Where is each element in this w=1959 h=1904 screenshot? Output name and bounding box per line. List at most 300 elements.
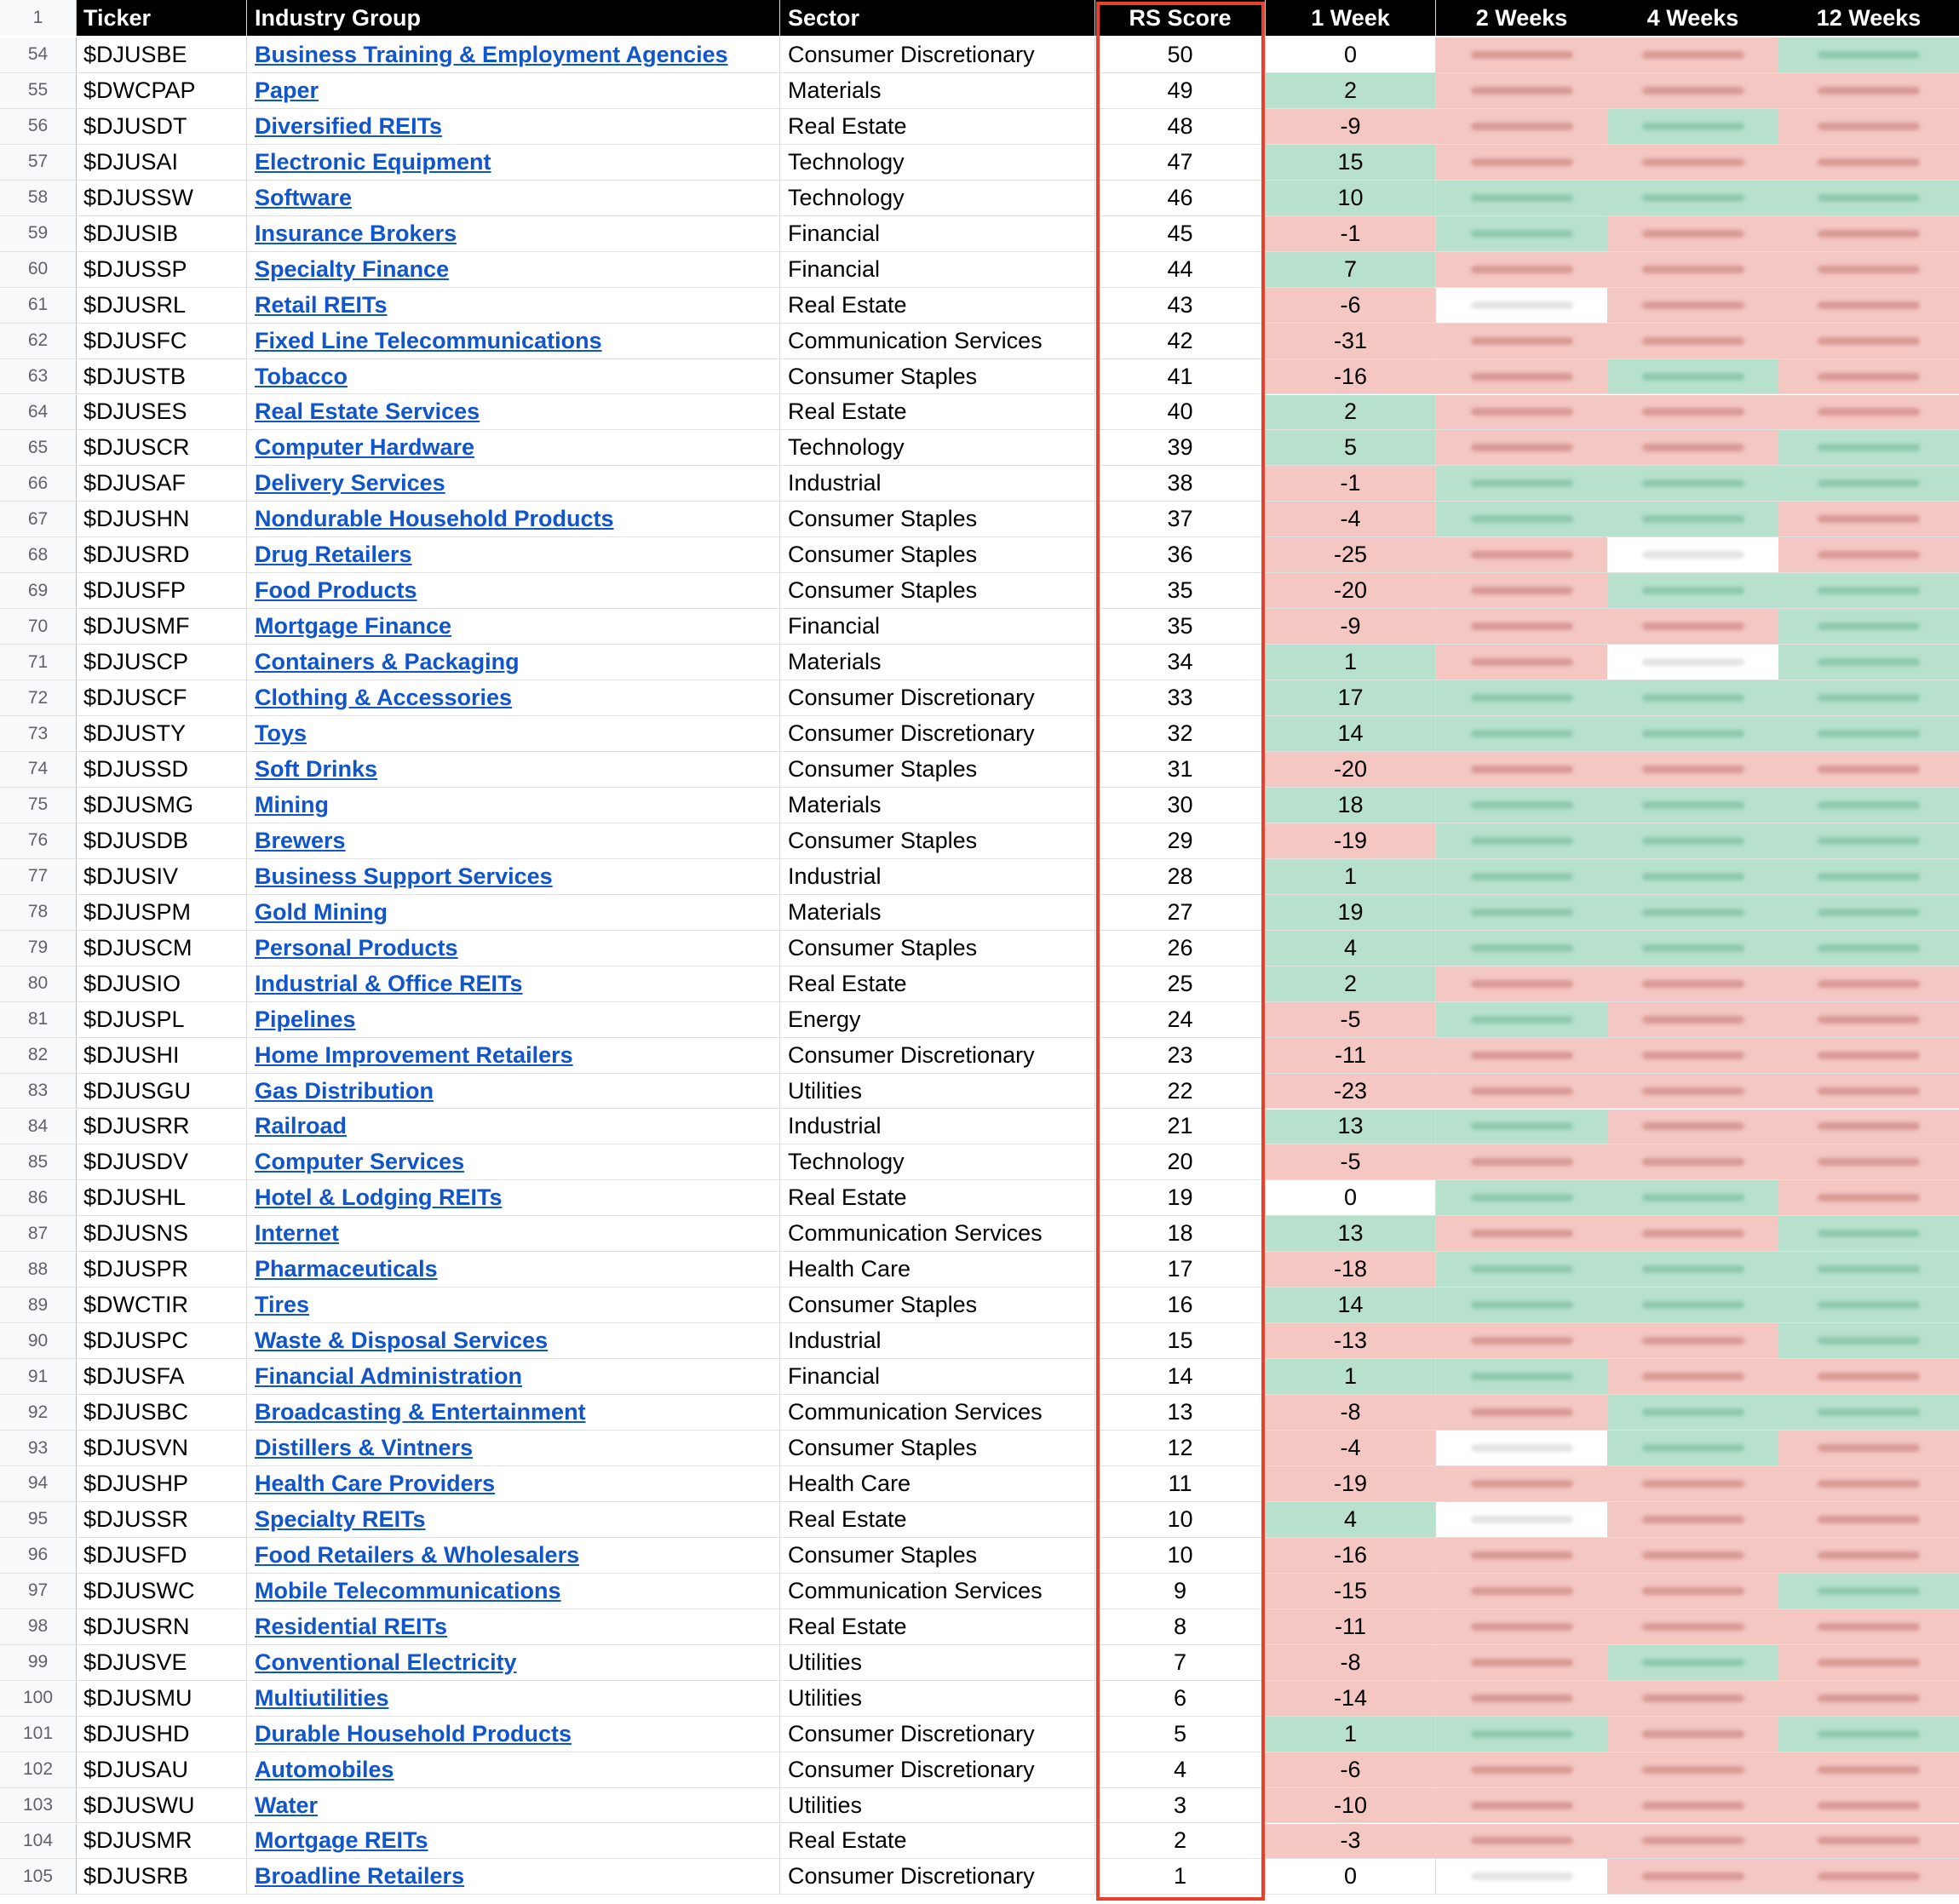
week4-change-cell[interactable] <box>1607 1180 1778 1215</box>
industry-group-link[interactable]: Multiutilities <box>255 1684 389 1711</box>
ticker-cell[interactable]: $DJUSMG <box>77 788 247 823</box>
week2-change-cell[interactable] <box>1436 502 1607 536</box>
week1-change-cell[interactable]: 2 <box>1266 73 1436 108</box>
week12-change-cell[interactable] <box>1778 573 1959 608</box>
industry-group-cell[interactable] <box>247 1287 780 1322</box>
rs-score-cell[interactable]: 40 <box>1095 395 1266 430</box>
sector-cell[interactable]: Technology <box>780 145 1095 180</box>
week12-change-cell[interactable] <box>1778 1287 1959 1322</box>
week12-change-cell[interactable] <box>1778 859 1959 894</box>
sector-cell[interactable]: Consumer Staples <box>780 1287 1095 1322</box>
industry-group-link[interactable]: Software <box>255 184 353 210</box>
column-header-4-weeks[interactable]: 4 Weeks <box>1607 0 1778 36</box>
rs-score-cell[interactable]: 10 <box>1095 1538 1266 1573</box>
industry-group-link[interactable]: Tobacco <box>255 363 348 389</box>
week4-change-cell[interactable] <box>1607 752 1778 787</box>
row-number[interactable]: 101 <box>0 1717 77 1752</box>
industry-group-link[interactable]: Tires <box>255 1292 310 1318</box>
ticker-cell[interactable]: $DJUSSW <box>77 181 247 215</box>
rs-score-cell[interactable]: 19 <box>1095 1180 1266 1215</box>
week4-change-cell[interactable] <box>1607 1252 1778 1287</box>
week4-change-cell[interactable] <box>1607 1359 1778 1394</box>
rs-score-cell[interactable]: 43 <box>1095 288 1266 323</box>
industry-group-link[interactable]: Specialty Finance <box>255 255 450 282</box>
week2-change-cell[interactable] <box>1436 645 1607 680</box>
week12-change-cell[interactable] <box>1778 1717 1959 1752</box>
week1-change-cell[interactable]: -31 <box>1266 324 1436 358</box>
industry-group-cell[interactable] <box>247 1359 780 1394</box>
rs-score-cell[interactable]: 5 <box>1095 1717 1266 1752</box>
week4-change-cell[interactable] <box>1607 1574 1778 1609</box>
week12-change-cell[interactable] <box>1778 288 1959 323</box>
rs-score-cell[interactable]: 26 <box>1095 931 1266 966</box>
industry-group-link[interactable]: Mobile Telecommunications <box>255 1577 561 1603</box>
rs-score-cell[interactable]: 35 <box>1095 609 1266 644</box>
week1-change-cell[interactable]: 1 <box>1266 859 1436 894</box>
week12-change-cell[interactable] <box>1778 1002 1959 1037</box>
week4-change-cell[interactable] <box>1607 1002 1778 1037</box>
industry-group-link[interactable]: Residential REITs <box>255 1613 448 1639</box>
sector-cell[interactable]: Consumer Discretionary <box>780 1859 1095 1894</box>
row-number[interactable]: 102 <box>0 1752 77 1787</box>
week12-change-cell[interactable] <box>1778 716 1959 751</box>
week1-change-cell[interactable]: 15 <box>1266 145 1436 180</box>
ticker-cell[interactable]: $DJUSIB <box>77 216 247 251</box>
ticker-cell[interactable]: $DJUSAF <box>77 466 247 501</box>
week12-change-cell[interactable] <box>1778 609 1959 644</box>
week1-change-cell[interactable]: -13 <box>1266 1323 1436 1358</box>
industry-group-cell[interactable] <box>247 181 780 215</box>
week2-change-cell[interactable] <box>1436 1538 1607 1573</box>
industry-group-link[interactable]: Brewers <box>255 827 346 853</box>
row-number[interactable]: 87 <box>0 1216 77 1251</box>
row-number[interactable]: 64 <box>0 395 77 430</box>
week1-change-cell[interactable]: 5 <box>1266 430 1436 465</box>
industry-group-cell[interactable] <box>247 1074 780 1109</box>
rs-score-cell[interactable]: 18 <box>1095 1216 1266 1251</box>
rs-score-cell[interactable]: 49 <box>1095 73 1266 108</box>
ticker-cell[interactable]: $DJUSDB <box>77 823 247 858</box>
week2-change-cell[interactable] <box>1436 1144 1607 1179</box>
ticker-cell[interactable]: $DJUSDT <box>77 109 247 144</box>
week1-change-cell[interactable]: -15 <box>1266 1574 1436 1609</box>
week12-change-cell[interactable] <box>1778 216 1959 251</box>
industry-group-link[interactable]: Fixed Line Telecommunications <box>255 327 602 353</box>
industry-group-cell[interactable] <box>247 288 780 323</box>
week12-change-cell[interactable] <box>1778 1323 1959 1358</box>
week12-change-cell[interactable] <box>1778 1144 1959 1179</box>
industry-group-link[interactable]: Computer Services <box>255 1149 465 1175</box>
rs-score-cell[interactable]: 11 <box>1095 1466 1266 1501</box>
week12-change-cell[interactable] <box>1778 502 1959 536</box>
ticker-cell[interactable]: $DJUSDV <box>77 1144 247 1179</box>
week2-change-cell[interactable] <box>1436 1431 1607 1465</box>
week1-change-cell[interactable]: -5 <box>1266 1144 1436 1179</box>
week2-change-cell[interactable] <box>1436 1788 1607 1823</box>
rs-score-cell[interactable]: 1 <box>1095 1859 1266 1894</box>
week1-change-cell[interactable]: 18 <box>1266 788 1436 823</box>
week12-change-cell[interactable] <box>1778 1038 1959 1073</box>
week2-change-cell[interactable] <box>1436 1752 1607 1787</box>
row-number[interactable]: 71 <box>0 645 77 680</box>
rs-score-cell[interactable]: 30 <box>1095 788 1266 823</box>
week4-change-cell[interactable] <box>1607 1466 1778 1501</box>
sector-cell[interactable]: Technology <box>780 430 1095 465</box>
row-number[interactable]: 73 <box>0 716 77 751</box>
week2-change-cell[interactable] <box>1436 288 1607 323</box>
sector-cell[interactable]: Communication Services <box>780 1574 1095 1609</box>
week4-change-cell[interactable] <box>1607 1395 1778 1430</box>
industry-group-link[interactable]: Gold Mining <box>255 898 388 925</box>
week2-change-cell[interactable] <box>1436 752 1607 787</box>
week2-change-cell[interactable] <box>1436 788 1607 823</box>
week2-change-cell[interactable] <box>1436 537 1607 572</box>
ticker-cell[interactable]: $DJUSBE <box>77 37 247 72</box>
row-number[interactable]: 75 <box>0 788 77 823</box>
week4-change-cell[interactable] <box>1607 895 1778 930</box>
week12-change-cell[interactable] <box>1778 181 1959 215</box>
ticker-cell[interactable]: $DJUSPL <box>77 1002 247 1037</box>
row-number[interactable]: 69 <box>0 573 77 608</box>
rs-score-cell[interactable]: 15 <box>1095 1323 1266 1358</box>
industry-group-cell[interactable] <box>247 109 780 144</box>
week12-change-cell[interactable] <box>1778 109 1959 144</box>
week1-change-cell[interactable]: -25 <box>1266 537 1436 572</box>
row-number[interactable]: 86 <box>0 1180 77 1215</box>
industry-group-link[interactable]: Mortgage REITs <box>255 1827 428 1854</box>
row-number[interactable]: 93 <box>0 1431 77 1465</box>
row-number[interactable]: 62 <box>0 324 77 358</box>
week2-change-cell[interactable] <box>1436 466 1607 501</box>
week4-change-cell[interactable] <box>1607 37 1778 72</box>
week1-change-cell[interactable]: 4 <box>1266 1502 1436 1537</box>
sector-cell[interactable]: Utilities <box>780 1681 1095 1716</box>
sector-cell[interactable]: Real Estate <box>780 1180 1095 1215</box>
rs-score-cell[interactable]: 42 <box>1095 324 1266 358</box>
row-number[interactable]: 98 <box>0 1609 77 1644</box>
week1-change-cell[interactable]: 1 <box>1266 645 1436 680</box>
week4-change-cell[interactable] <box>1607 181 1778 215</box>
rs-score-cell[interactable]: 9 <box>1095 1574 1266 1609</box>
rs-score-cell[interactable]: 6 <box>1095 1681 1266 1716</box>
row-number[interactable]: 57 <box>0 145 77 180</box>
week2-change-cell[interactable] <box>1436 1717 1607 1752</box>
sector-cell[interactable]: Industrial <box>780 1110 1095 1144</box>
ticker-cell[interactable]: $DJUSBC <box>77 1395 247 1430</box>
week2-change-cell[interactable] <box>1436 73 1607 108</box>
sector-cell[interactable]: Consumer Staples <box>780 573 1095 608</box>
industry-group-link[interactable]: Business Support Services <box>255 863 553 889</box>
sector-cell[interactable]: Health Care <box>780 1466 1095 1501</box>
industry-group-link[interactable]: Internet <box>255 1220 340 1247</box>
week1-change-cell[interactable]: 14 <box>1266 1287 1436 1322</box>
week12-change-cell[interactable] <box>1778 1645 1959 1680</box>
week12-change-cell[interactable] <box>1778 1574 1959 1609</box>
week4-change-cell[interactable] <box>1607 680 1778 715</box>
column-header-12-weeks[interactable]: 12 Weeks <box>1778 0 1959 36</box>
week1-change-cell[interactable]: -11 <box>1266 1609 1436 1644</box>
week1-change-cell[interactable]: -23 <box>1266 1074 1436 1109</box>
week4-change-cell[interactable] <box>1607 1681 1778 1716</box>
ticker-cell[interactable]: $DJUSMF <box>77 609 247 644</box>
ticker-cell[interactable]: $DJUSPM <box>77 895 247 930</box>
sector-cell[interactable]: Consumer Staples <box>780 1431 1095 1465</box>
industry-group-cell[interactable] <box>247 145 780 180</box>
week1-change-cell[interactable]: -20 <box>1266 573 1436 608</box>
week4-change-cell[interactable] <box>1607 1110 1778 1144</box>
rs-score-cell[interactable]: 2 <box>1095 1824 1266 1859</box>
row-number[interactable]: 85 <box>0 1144 77 1179</box>
industry-group-cell[interactable] <box>247 1002 780 1037</box>
industry-group-link[interactable]: Business Training & Employment Agencies <box>255 41 728 67</box>
week4-change-cell[interactable] <box>1607 823 1778 858</box>
week2-change-cell[interactable] <box>1436 1038 1607 1073</box>
week12-change-cell[interactable] <box>1778 1538 1959 1573</box>
sector-cell[interactable]: Consumer Discretionary <box>780 1752 1095 1787</box>
week4-change-cell[interactable] <box>1607 788 1778 823</box>
week4-change-cell[interactable] <box>1607 1788 1778 1823</box>
industry-group-cell[interactable] <box>247 1252 780 1287</box>
rs-score-cell[interactable]: 33 <box>1095 680 1266 715</box>
week12-change-cell[interactable] <box>1778 1824 1959 1859</box>
week4-change-cell[interactable] <box>1607 1074 1778 1109</box>
week2-change-cell[interactable] <box>1436 859 1607 894</box>
week1-change-cell[interactable]: 17 <box>1266 680 1436 715</box>
sector-cell[interactable]: Communication Services <box>780 1216 1095 1251</box>
sector-cell[interactable]: Materials <box>780 895 1095 930</box>
week4-change-cell[interactable] <box>1607 109 1778 144</box>
sector-cell[interactable]: Consumer Discretionary <box>780 716 1095 751</box>
industry-group-link[interactable]: Electronic Equipment <box>255 148 491 175</box>
sector-cell[interactable]: Energy <box>780 1002 1095 1037</box>
industry-group-link[interactable]: Specialty REITs <box>255 1505 426 1532</box>
industry-group-link[interactable]: Conventional Electricity <box>255 1649 517 1675</box>
week12-change-cell[interactable] <box>1778 1788 1959 1823</box>
industry-group-cell[interactable] <box>247 216 780 251</box>
week2-change-cell[interactable] <box>1436 895 1607 930</box>
week4-change-cell[interactable] <box>1607 1609 1778 1644</box>
row-number[interactable]: 81 <box>0 1002 77 1037</box>
week2-change-cell[interactable] <box>1436 1824 1607 1859</box>
ticker-cell[interactable]: $DJUSSR <box>77 1502 247 1537</box>
week2-change-cell[interactable] <box>1436 1645 1607 1680</box>
sector-cell[interactable]: Financial <box>780 1359 1095 1394</box>
ticker-cell[interactable]: $DJUSCF <box>77 680 247 715</box>
industry-group-cell[interactable] <box>247 324 780 358</box>
week12-change-cell[interactable] <box>1778 145 1959 180</box>
row-number[interactable]: 103 <box>0 1788 77 1823</box>
ticker-cell[interactable]: $DWCPAP <box>77 73 247 108</box>
week1-change-cell[interactable]: 13 <box>1266 1110 1436 1144</box>
week2-change-cell[interactable] <box>1436 37 1607 72</box>
ticker-cell[interactable]: $DJUSPR <box>77 1252 247 1287</box>
industry-group-cell[interactable] <box>247 1645 780 1680</box>
week12-change-cell[interactable] <box>1778 645 1959 680</box>
industry-group-link[interactable]: Pharmaceuticals <box>255 1256 438 1282</box>
week1-change-cell[interactable]: -18 <box>1266 1252 1436 1287</box>
week2-change-cell[interactable] <box>1436 1216 1607 1251</box>
industry-group-cell[interactable] <box>247 1144 780 1179</box>
industry-group-cell[interactable] <box>247 716 780 751</box>
week4-change-cell[interactable] <box>1607 716 1778 751</box>
sector-cell[interactable]: Industrial <box>780 859 1095 894</box>
row-number[interactable]: 66 <box>0 466 77 501</box>
sector-cell[interactable]: Financial <box>780 252 1095 287</box>
week1-change-cell[interactable]: 0 <box>1266 37 1436 72</box>
ticker-cell[interactable]: $DJUSTB <box>77 359 247 394</box>
industry-group-link[interactable]: Durable Household Products <box>255 1720 572 1746</box>
week1-change-cell[interactable]: -9 <box>1266 109 1436 144</box>
week1-change-cell[interactable]: 1 <box>1266 1359 1436 1394</box>
row-number[interactable]: 65 <box>0 430 77 465</box>
row-number[interactable]: 95 <box>0 1502 77 1537</box>
week2-change-cell[interactable] <box>1436 109 1607 144</box>
row-number[interactable]: 63 <box>0 359 77 394</box>
ticker-cell[interactable]: $DJUSIO <box>77 966 247 1001</box>
week2-change-cell[interactable] <box>1436 1323 1607 1358</box>
rs-score-cell[interactable]: 44 <box>1095 252 1266 287</box>
week1-change-cell[interactable]: -11 <box>1266 1038 1436 1073</box>
industry-group-cell[interactable] <box>247 895 780 930</box>
week12-change-cell[interactable] <box>1778 1395 1959 1430</box>
industry-group-link[interactable]: Soft Drinks <box>255 755 378 782</box>
industry-group-cell[interactable] <box>247 395 780 430</box>
industry-group-cell[interactable] <box>247 1717 780 1752</box>
sector-cell[interactable]: Communication Services <box>780 1395 1095 1430</box>
sector-cell[interactable]: Utilities <box>780 1788 1095 1823</box>
rs-score-cell[interactable]: 3 <box>1095 1788 1266 1823</box>
ticker-cell[interactable]: $DJUSMR <box>77 1824 247 1859</box>
week1-change-cell[interactable]: -5 <box>1266 1002 1436 1037</box>
week1-change-cell[interactable]: 7 <box>1266 252 1436 287</box>
industry-group-cell[interactable] <box>247 645 780 680</box>
week4-change-cell[interactable] <box>1607 573 1778 608</box>
week2-change-cell[interactable] <box>1436 609 1607 644</box>
week12-change-cell[interactable] <box>1778 1074 1959 1109</box>
rs-score-cell[interactable]: 14 <box>1095 1359 1266 1394</box>
week1-change-cell[interactable]: -20 <box>1266 752 1436 787</box>
ticker-cell[interactable]: $DJUSES <box>77 395 247 430</box>
column-header-ticker[interactable]: Ticker <box>77 0 247 36</box>
week1-change-cell[interactable]: 14 <box>1266 716 1436 751</box>
week12-change-cell[interactable] <box>1778 1502 1959 1537</box>
industry-group-link[interactable]: Hotel & Lodging REITs <box>255 1184 503 1211</box>
week4-change-cell[interactable] <box>1607 502 1778 536</box>
column-header-2-weeks[interactable]: 2 Weeks <box>1436 0 1607 36</box>
industry-group-cell[interactable] <box>247 1538 780 1573</box>
week2-change-cell[interactable] <box>1436 1395 1607 1430</box>
row-number[interactable]: 54 <box>0 37 77 72</box>
row-number[interactable]: 78 <box>0 895 77 930</box>
week12-change-cell[interactable] <box>1778 1110 1959 1144</box>
sector-cell[interactable]: Consumer Staples <box>780 931 1095 966</box>
rs-score-cell[interactable]: 37 <box>1095 502 1266 536</box>
industry-group-link[interactable]: Food Products <box>255 577 417 604</box>
industry-group-cell[interactable] <box>247 1180 780 1215</box>
sector-cell[interactable]: Financial <box>780 216 1095 251</box>
week2-change-cell[interactable] <box>1436 1609 1607 1644</box>
industry-group-cell[interactable] <box>247 1824 780 1859</box>
week1-change-cell[interactable]: -16 <box>1266 1538 1436 1573</box>
week2-change-cell[interactable] <box>1436 966 1607 1001</box>
week4-change-cell[interactable] <box>1607 1538 1778 1573</box>
industry-group-link[interactable]: Broadcasting & Entertainment <box>255 1399 586 1425</box>
week12-change-cell[interactable] <box>1778 1859 1959 1894</box>
industry-group-cell[interactable] <box>247 859 780 894</box>
row-number[interactable]: 55 <box>0 73 77 108</box>
ticker-cell[interactable]: $DJUSSP <box>77 252 247 287</box>
week2-change-cell[interactable] <box>1436 1002 1607 1037</box>
ticker-cell[interactable]: $DJUSHI <box>77 1038 247 1073</box>
week4-change-cell[interactable] <box>1607 145 1778 180</box>
sector-cell[interactable]: Consumer Staples <box>780 537 1095 572</box>
week1-change-cell[interactable]: -6 <box>1266 288 1436 323</box>
week1-change-cell[interactable]: -4 <box>1266 502 1436 536</box>
week12-change-cell[interactable] <box>1778 1681 1959 1716</box>
sector-cell[interactable]: Materials <box>780 788 1095 823</box>
week2-change-cell[interactable] <box>1436 1359 1607 1394</box>
week1-change-cell[interactable]: -9 <box>1266 609 1436 644</box>
sector-cell[interactable]: Utilities <box>780 1645 1095 1680</box>
industry-group-cell[interactable] <box>247 931 780 966</box>
rs-score-cell[interactable]: 8 <box>1095 1609 1266 1644</box>
ticker-cell[interactable]: $DJUSFA <box>77 1359 247 1394</box>
week4-change-cell[interactable] <box>1607 1824 1778 1859</box>
week2-change-cell[interactable] <box>1436 395 1607 430</box>
week2-change-cell[interactable] <box>1436 324 1607 358</box>
week12-change-cell[interactable] <box>1778 788 1959 823</box>
week12-change-cell[interactable] <box>1778 466 1959 501</box>
ticker-cell[interactable]: $DJUSSD <box>77 752 247 787</box>
row-number[interactable]: 74 <box>0 752 77 787</box>
week4-change-cell[interactable] <box>1607 1431 1778 1465</box>
week1-change-cell[interactable]: -6 <box>1266 1752 1436 1787</box>
week4-change-cell[interactable] <box>1607 645 1778 680</box>
rs-score-cell[interactable]: 39 <box>1095 430 1266 465</box>
industry-group-link[interactable]: Retail REITs <box>255 291 388 318</box>
ticker-cell[interactable]: $DJUSCM <box>77 931 247 966</box>
row-number[interactable]: 1 <box>0 0 77 36</box>
ticker-cell[interactable]: $DJUSHP <box>77 1466 247 1501</box>
row-number[interactable]: 84 <box>0 1110 77 1144</box>
ticker-cell[interactable]: $DJUSHL <box>77 1180 247 1215</box>
industry-group-link[interactable]: Railroad <box>255 1113 348 1139</box>
week12-change-cell[interactable] <box>1778 966 1959 1001</box>
rs-score-cell[interactable]: 31 <box>1095 752 1266 787</box>
ticker-cell[interactable]: $DJUSFP <box>77 573 247 608</box>
week12-change-cell[interactable] <box>1778 823 1959 858</box>
row-number[interactable]: 96 <box>0 1538 77 1573</box>
rs-score-cell[interactable]: 32 <box>1095 716 1266 751</box>
sector-cell[interactable]: Consumer Discretionary <box>780 37 1095 72</box>
rs-score-cell[interactable]: 38 <box>1095 466 1266 501</box>
rs-score-cell[interactable]: 13 <box>1095 1395 1266 1430</box>
rs-score-cell[interactable]: 10 <box>1095 1502 1266 1537</box>
week4-change-cell[interactable] <box>1607 931 1778 966</box>
sector-cell[interactable]: Technology <box>780 181 1095 215</box>
industry-group-cell[interactable] <box>247 1502 780 1537</box>
week12-change-cell[interactable] <box>1778 1609 1959 1644</box>
week1-change-cell[interactable]: 4 <box>1266 931 1436 966</box>
industry-group-link[interactable]: Insurance Brokers <box>255 220 457 246</box>
ticker-cell[interactable]: $DJUSHD <box>77 1717 247 1752</box>
ticker-cell[interactable]: $DJUSMU <box>77 1681 247 1716</box>
industry-group-cell[interactable] <box>247 1609 780 1644</box>
industry-group-cell[interactable] <box>247 466 780 501</box>
week4-change-cell[interactable] <box>1607 288 1778 323</box>
week4-change-cell[interactable] <box>1607 966 1778 1001</box>
industry-group-cell[interactable] <box>247 573 780 608</box>
